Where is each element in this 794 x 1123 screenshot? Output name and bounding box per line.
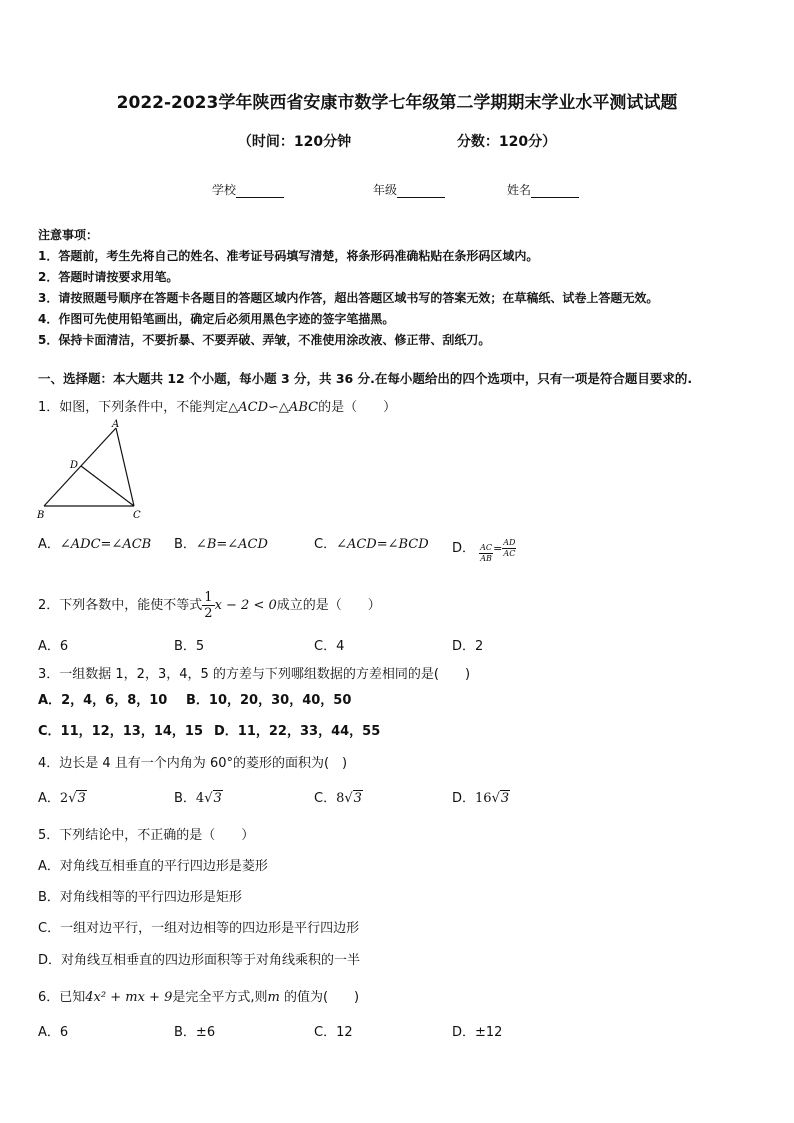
note-item: 2．答题时请按要求用笔。 bbox=[38, 270, 179, 284]
q6-option-a: A．6 bbox=[38, 1025, 69, 1040]
note-item: 5．保持卡面清洁，不要折暴、不要弄破、弄皱，不准使用涂改液、修正带、刮纸刀。 bbox=[38, 333, 491, 347]
q3-option-b: B．10，20，30，40，50 bbox=[186, 693, 352, 708]
notes-heading: 注意事项： bbox=[38, 228, 99, 242]
question-5-stem: 5．下列结论中，不正确的是（ ） bbox=[38, 828, 255, 843]
q5-option-d: D．对角线互相垂直的四边形面积等于对角线乘积的一半 bbox=[38, 953, 361, 968]
note-item: 3．请按照题号顺序在答题卡各题目的答题区域内作答，超出答题区域书写的答案无效；在草稿纸、试卷上答题无效。 bbox=[38, 291, 659, 305]
section-title: 一、选择题：本大题共 12 个小题，每小题 3 分，共 36 分.在每小题给出的四个选项中，只有一项是符合题目要求的. bbox=[38, 371, 693, 386]
exam-subtitle bbox=[0, 131, 794, 151]
school-field: 学校 bbox=[212, 181, 284, 198]
exam-time: （时间：120分钟 bbox=[237, 134, 352, 150]
question-6-stem: 6．已知4x² + mx + 9是完全平方式,则m 的值为( ) bbox=[38, 990, 360, 1005]
q2-option-c: C．4 bbox=[314, 639, 345, 654]
note-item: 4．作图可先使用铅笔画出，确定后必须用黑色字迹的签字笔描黑。 bbox=[38, 312, 395, 326]
fraction-ac-ab: $\frac{AC}{AB}$ bbox=[480, 543, 493, 563]
question-1-stem: 1．如图，下列条件中，不能判定△ACD∽△ABC的是（ ） bbox=[38, 400, 397, 415]
q6-option-b: B．±6 bbox=[174, 1025, 216, 1040]
grade-field: 年级 bbox=[373, 181, 445, 198]
q2-option-d: D．2 bbox=[452, 639, 484, 654]
q2-option-a: A．6 bbox=[38, 639, 69, 654]
triangle-figure bbox=[34, 418, 150, 522]
label-c: C bbox=[133, 510, 141, 521]
q3-option-d: D．11，22，33，44，55 bbox=[214, 724, 381, 739]
q1-option-b: B．∠B=∠ACD bbox=[174, 537, 268, 552]
q6-option-c: C．12 bbox=[314, 1025, 353, 1040]
q1-option-d: D． $\frac{AC}{AB}$ = $\frac{AD}{AC}$ bbox=[452, 538, 516, 563]
question-4-stem: 4．边长是 4 且有一个内角为 60°的菱形的面积为( ) bbox=[38, 756, 348, 771]
name-field: 姓名 bbox=[507, 181, 579, 198]
q3-option-c: C．11，12，13，14，15 bbox=[38, 724, 204, 739]
note-item: 1．答题前，考生先将自己的姓名、准考证号码填写清楚，将条形码准确粘贴在条形码区域内。 bbox=[38, 249, 539, 263]
q4-option-b: B．4√3 bbox=[174, 791, 222, 806]
q4-option-a: A．2√3 bbox=[38, 791, 86, 806]
q1-option-c: C．∠ACD=∠BCD bbox=[314, 537, 429, 552]
exam-score: 分数：120分） bbox=[456, 134, 557, 150]
notes-block bbox=[38, 225, 658, 351]
fraction-half: $\frac{1}{2}$ bbox=[204, 590, 213, 621]
question-3-stem: 3．一组数据 1，2，3，4，5 的方差与下列哪组数据的方差相同的是( ) bbox=[38, 667, 471, 682]
exam-title: 2022-2023学年陕西省安康市数学七年级第二学期期末学业水平测试试题 bbox=[116, 93, 678, 113]
q3-option-a: A．2，4，6，8，10 bbox=[38, 693, 168, 708]
question-2-stem: 2．下列各数中，能使不等式 $\frac{1}{2}$ x − 2 < 0成立的是（ ） bbox=[38, 590, 381, 621]
label-b: B bbox=[37, 510, 45, 521]
fraction-ad-ac: $\frac{AD}{AC}$ bbox=[503, 538, 516, 558]
q5-option-b: B．对角线相等的平行四边形是矩形 bbox=[38, 890, 242, 905]
label-d: D bbox=[70, 460, 79, 471]
q6-option-d: D．±12 bbox=[452, 1025, 503, 1040]
segment-ba bbox=[44, 428, 116, 506]
q1-option-a: A．∠ADC=∠ACB bbox=[38, 537, 152, 552]
q5-option-c: C．一组对边平行，一组对边相等的四边形是平行四边形 bbox=[38, 921, 360, 936]
q2-option-b: B．5 bbox=[174, 639, 205, 654]
label-a: A bbox=[112, 419, 120, 430]
q5-option-a: A．对角线互相垂直的平行四边形是菱形 bbox=[38, 859, 268, 874]
q4-option-d: D．16√3 bbox=[452, 791, 510, 806]
q4-option-c: C．8√3 bbox=[314, 791, 362, 806]
